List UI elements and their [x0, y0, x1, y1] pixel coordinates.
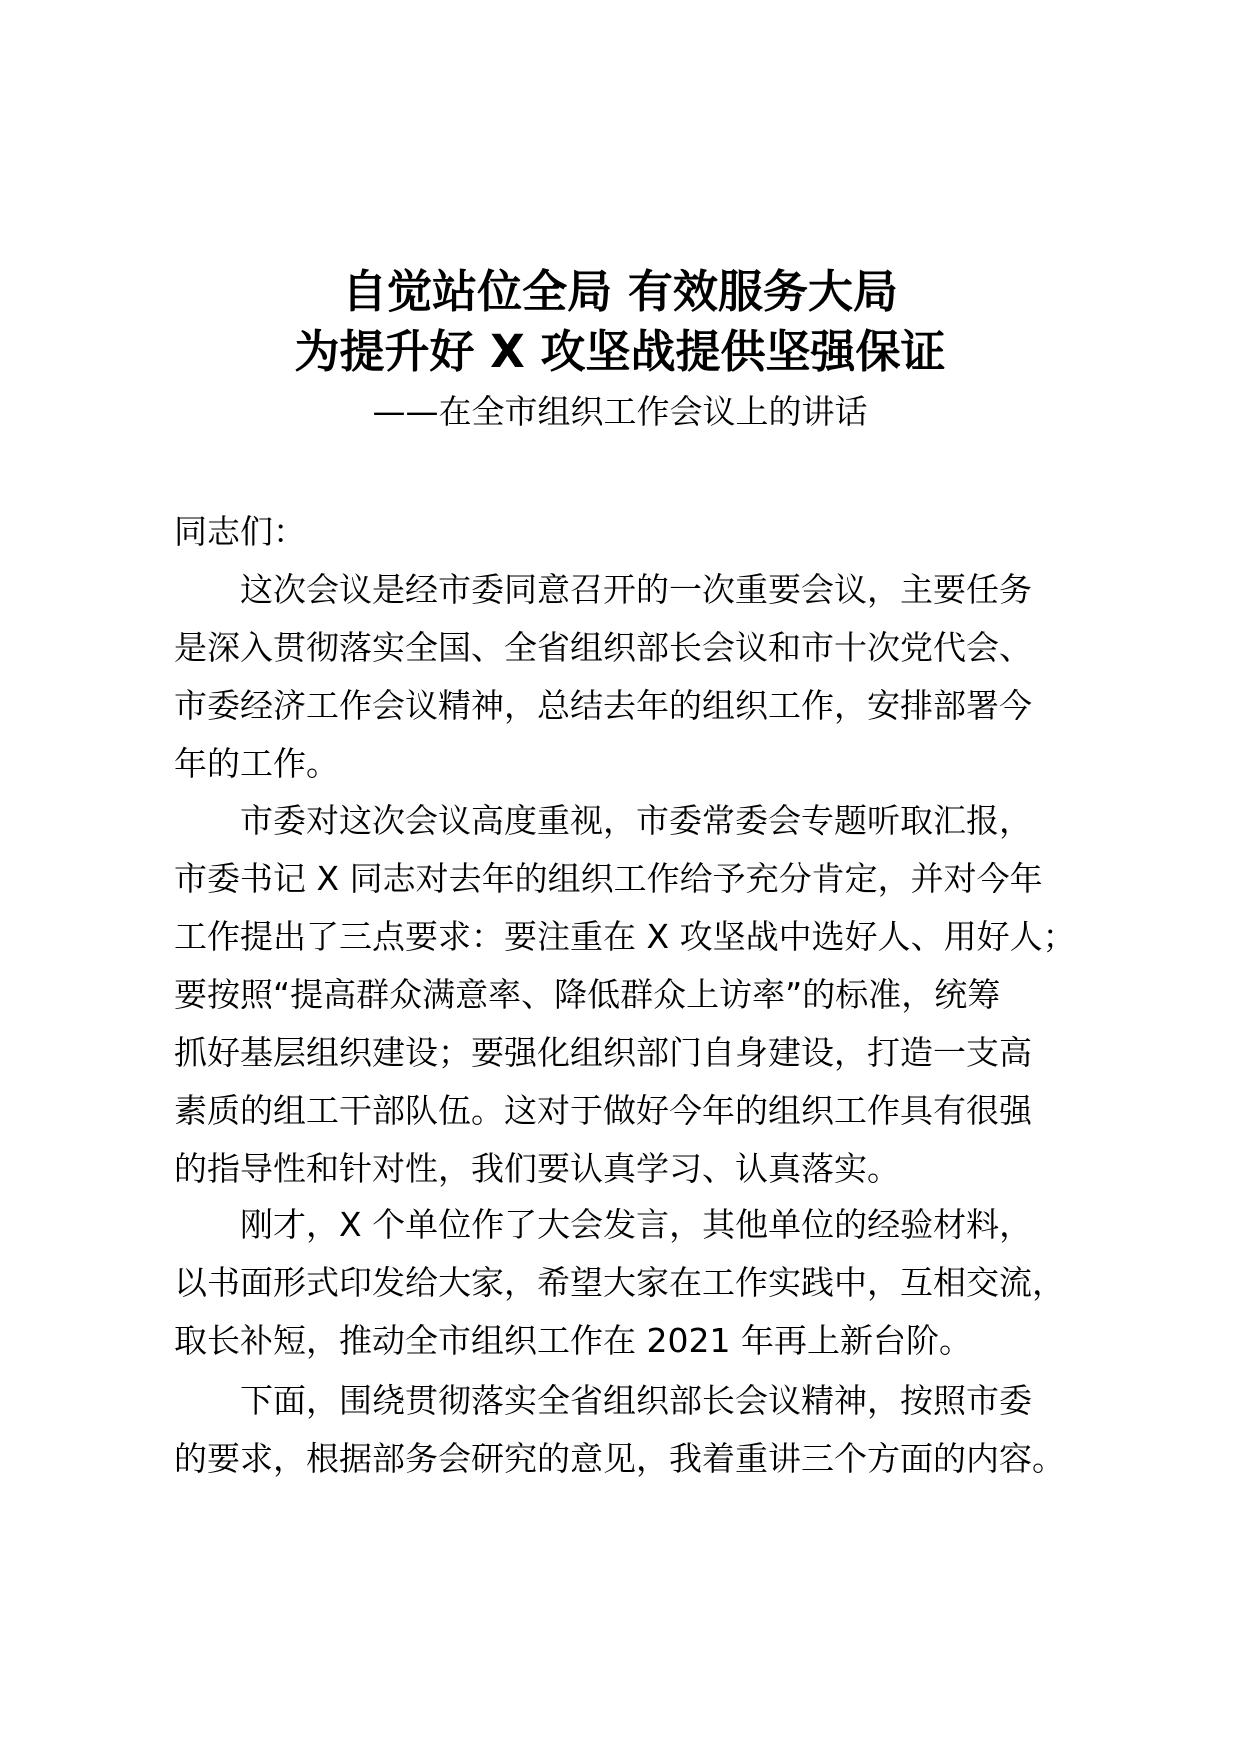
- paragraph-3: [174, 1196, 1074, 1370]
- paragraph-line: 市委对这次会议高度重视，市委常委会专题听取汇报，: [240, 801, 1032, 840]
- paragraph-line: 素质的组工干部队伍。这对于做好今年的组织工作具有很强: [174, 1091, 1032, 1130]
- paragraph-1: [174, 561, 1074, 793]
- paragraph-line: 以书面形式印发给大家，希望大家在工作实践中，互相交流，: [174, 1263, 1065, 1302]
- paragraph-line: 的要求，根据部务会研究的意见，我着重讲三个方面的内容。: [174, 1439, 1065, 1478]
- subtitle: ——在全市组织工作会议上的讲话: [372, 392, 868, 431]
- paragraph-2: [174, 792, 1074, 1198]
- paragraph-line: 市委经济工作会议精神，总结去年的组织工作，安排部署今: [174, 686, 1032, 725]
- paragraph-line: 抓好基层组织建设；要强化组织部门自身建设，打造一支高: [174, 1033, 1032, 1072]
- paragraph-line: 是深入贯彻落实全国、全省组织部长会议和市十次党代会、: [174, 628, 1032, 667]
- salutation: 同志们：: [174, 512, 306, 551]
- paragraph-line: 的指导性和针对性，我们要认真学习、认真落实。: [174, 1149, 900, 1188]
- paragraph-line: 这次会议是经市委同意召开的一次重要会议，主要任务: [240, 570, 1032, 609]
- paragraph-line: 市委书记 X 同志对去年的组织工作给予充分肯定，并对今年: [174, 859, 1043, 898]
- paragraph-line: 工作提出了三点要求：要注重在 X 攻坚战中选好人、用好人；: [174, 917, 1076, 956]
- paragraph-line: 年的工作。: [174, 744, 339, 783]
- title-line-1: 自觉站位全局 有效服务大局: [342, 265, 898, 318]
- paragraph-line: 下面，围绕贯彻落实全省组织部长会议精神，按照市委: [240, 1381, 1032, 1420]
- paragraph-4: [174, 1372, 1074, 1488]
- paragraph-line: 取长补短，推动全市组织工作在 2021 年再上新台阶。: [174, 1321, 972, 1360]
- paragraph-line: 刚才，X 个单位作了大会发言，其他单位的经验材料，: [240, 1205, 1033, 1244]
- title-line-2: 为提升好 X 攻坚战提供坚强保证: [294, 325, 946, 378]
- paragraph-line: 要按照“提高群众满意率、降低群众上访率”的标准，统筹: [174, 975, 1001, 1014]
